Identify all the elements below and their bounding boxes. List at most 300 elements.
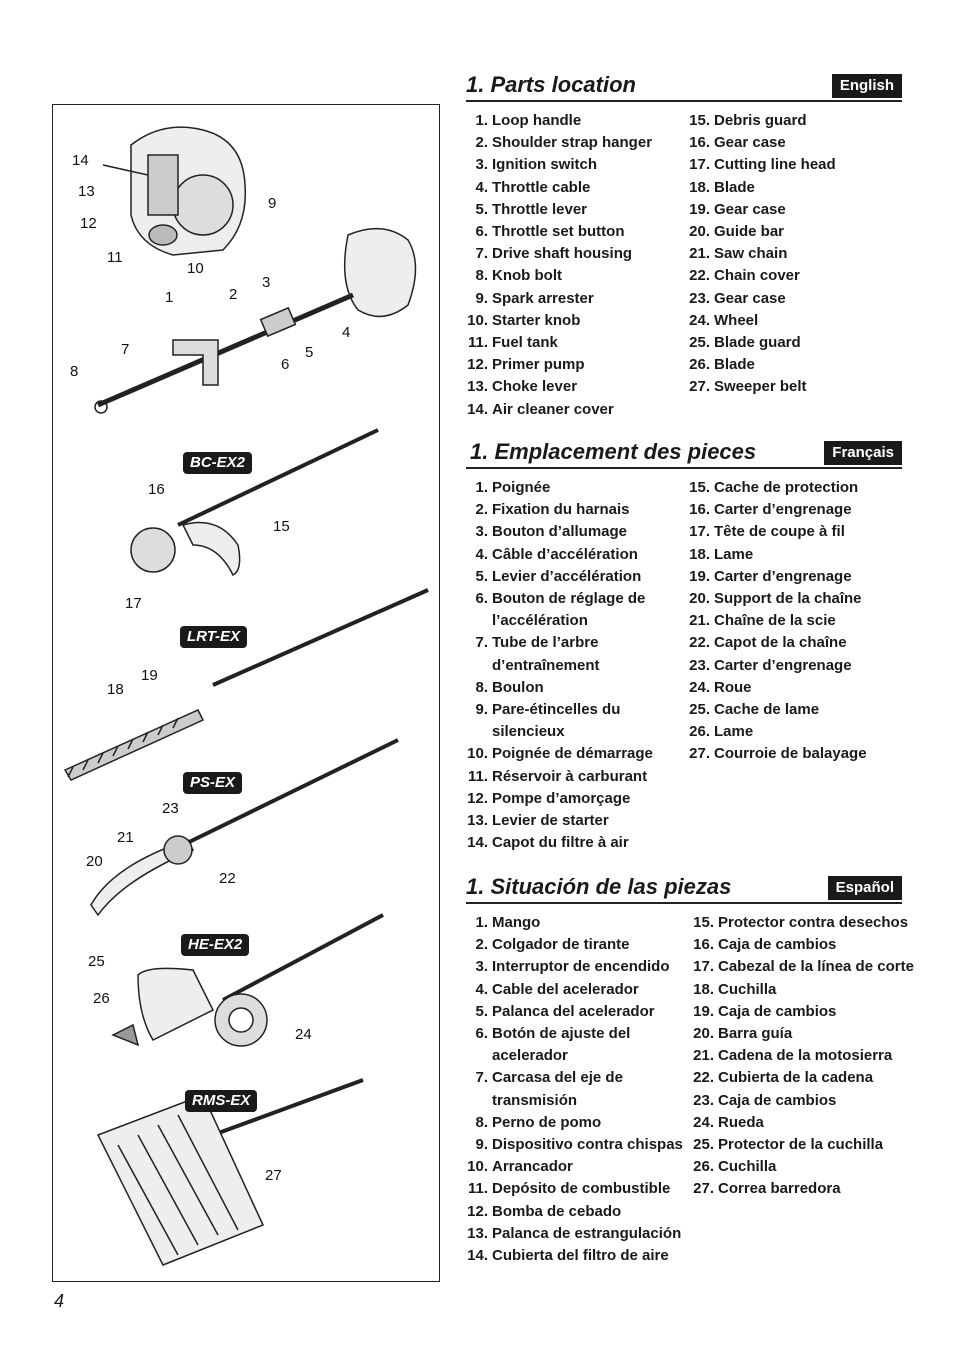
- list-item: [688, 265, 836, 287]
- item-number: 6.: [475, 1025, 488, 1043]
- item-number: 20.: [689, 223, 710, 241]
- list-item: [466, 979, 683, 1001]
- item-label: Carter d’engrenage: [714, 501, 852, 519]
- item-number: 8.: [475, 267, 488, 285]
- item-number: 17.: [693, 958, 714, 976]
- item-number: 3.: [475, 523, 488, 541]
- list-item: [692, 1045, 914, 1067]
- item-number: 23.: [693, 1091, 714, 1109]
- item-number: 12.: [467, 356, 488, 374]
- list-item: [688, 199, 836, 221]
- list-item: [688, 132, 836, 154]
- item-label: Pompe d’amorçage: [492, 789, 631, 807]
- callout: 9: [268, 195, 277, 212]
- item-number: 2.: [475, 501, 488, 519]
- list-item: [688, 544, 867, 566]
- item-label: Câble d’accélération: [492, 545, 638, 563]
- item-number: 10.: [467, 311, 488, 329]
- item-number: 21.: [693, 1047, 714, 1065]
- item-number: 5.: [475, 1002, 488, 1020]
- item-number: 14.: [467, 834, 488, 852]
- item-label: Bouton d’allumage: [492, 523, 627, 541]
- item-number: [466, 1090, 488, 1112]
- list-item: [466, 1178, 683, 1200]
- item-label: Debris guard: [714, 112, 807, 129]
- item-number: 18.: [693, 980, 714, 998]
- list-item: [466, 610, 653, 632]
- item-label: Capot de la chaîne: [714, 634, 847, 652]
- item-number: 24.: [689, 678, 710, 696]
- list-item: [466, 1067, 683, 1089]
- list-item: [692, 956, 914, 978]
- item-number: 23.: [689, 656, 710, 674]
- item-label: Roue: [714, 678, 752, 696]
- callout: 26: [93, 990, 110, 1007]
- item-number: 2.: [475, 134, 488, 152]
- item-number: 1.: [475, 914, 488, 931]
- section-title: 1. Parts location: [466, 72, 636, 97]
- item-number: [466, 1045, 488, 1067]
- item-label: Poignée: [492, 479, 551, 496]
- list-item: [688, 721, 867, 743]
- item-number: 8.: [475, 1113, 488, 1131]
- item-label: Tube de l’arbre: [492, 634, 599, 652]
- list-item: [688, 632, 867, 654]
- item-label: Knob bolt: [492, 267, 562, 285]
- list-item: [688, 288, 836, 310]
- list-item: [688, 332, 836, 354]
- item-number: 15.: [689, 479, 710, 496]
- list-item: [466, 376, 652, 398]
- item-number: 7.: [475, 245, 488, 263]
- list-item: [466, 1023, 683, 1045]
- list-item: [466, 655, 653, 677]
- list-item: [466, 699, 653, 721]
- list-item: [466, 1223, 683, 1245]
- parts-column-left: [466, 110, 652, 421]
- list-item: [466, 1090, 683, 1112]
- item-number: 9.: [475, 701, 488, 719]
- item-number: 5.: [475, 567, 488, 585]
- item-label: Botón de ajuste del: [492, 1025, 631, 1043]
- list-item: [692, 1156, 914, 1178]
- section-header: [466, 437, 902, 469]
- callout: 8: [70, 363, 79, 380]
- list-item: [692, 912, 914, 934]
- list-item: [688, 588, 867, 610]
- item-label: Tête de coupe à fil: [714, 523, 845, 541]
- item-label: Carcasa del eje de: [492, 1069, 623, 1087]
- list-item: [688, 610, 867, 632]
- parts-column-right: [688, 477, 867, 766]
- callout: 13: [78, 183, 95, 200]
- item-label: Chaîne de la scie: [714, 612, 836, 630]
- item-label: Rueda: [718, 1113, 764, 1131]
- list-item: [466, 721, 653, 743]
- item-number: 26.: [689, 356, 710, 374]
- list-item: [692, 1001, 914, 1023]
- item-number: 18.: [689, 545, 710, 563]
- item-label: Levier d’accélération: [492, 567, 642, 585]
- section-english: [466, 70, 902, 418]
- item-label: Sweeper belt: [714, 378, 807, 396]
- item-number: [466, 721, 488, 743]
- item-number: 7.: [475, 634, 488, 652]
- item-label: Gear case: [714, 289, 786, 307]
- item-number: 17.: [689, 523, 710, 541]
- item-label: Palanca de estrangulación: [492, 1224, 682, 1242]
- item-label: Gear case: [714, 134, 786, 152]
- item-number: 25.: [689, 701, 710, 719]
- item-number: 21.: [689, 245, 710, 263]
- callout: 21: [117, 829, 134, 846]
- callout: 18: [107, 681, 124, 698]
- section-header: [466, 70, 902, 102]
- item-number: 4.: [475, 545, 488, 563]
- list-item: [466, 588, 653, 610]
- item-number: 16.: [689, 134, 710, 152]
- item-label: Cabezal de la línea de corte: [718, 958, 914, 976]
- item-number: 27.: [693, 1180, 714, 1198]
- list-item: [688, 743, 867, 765]
- list-item: [466, 243, 652, 265]
- item-label: Depósito de combustible: [492, 1180, 671, 1198]
- list-item: [466, 288, 652, 310]
- list-item: [688, 177, 836, 199]
- item-number: 15.: [693, 914, 714, 931]
- list-item: [466, 177, 652, 199]
- list-item: [466, 265, 652, 287]
- item-label: Poignée de démarrage: [492, 745, 653, 763]
- item-label: Protector de la cuchilla: [718, 1136, 884, 1154]
- item-number: 10.: [467, 1158, 488, 1176]
- item-label: Lame: [714, 723, 754, 741]
- item-number: 24.: [689, 311, 710, 329]
- callout: 22: [219, 870, 236, 887]
- list-item: [688, 154, 836, 176]
- item-number: 25.: [689, 334, 710, 352]
- item-label: d’entraînement: [492, 656, 600, 674]
- list-item: [466, 1201, 683, 1223]
- list-item: [466, 1156, 683, 1178]
- callout: 16: [148, 481, 165, 498]
- item-number: 11.: [467, 334, 488, 352]
- item-number: 9.: [475, 1136, 488, 1154]
- list-item: [688, 499, 867, 521]
- list-item: [466, 477, 653, 499]
- item-label: Cadena de la motosierra: [718, 1047, 893, 1065]
- item-label: Courroie de balayage: [714, 745, 867, 763]
- item-number: 16.: [693, 936, 714, 954]
- item-number: 24.: [693, 1113, 714, 1131]
- callout: 25: [88, 953, 105, 970]
- item-number: 20.: [693, 1025, 714, 1043]
- list-item: [688, 521, 867, 543]
- item-label: Cache de protection: [714, 479, 859, 496]
- callout: 5: [305, 344, 314, 361]
- section-title: 1. Emplacement des pieces: [470, 439, 757, 464]
- callout: 27: [265, 1167, 282, 1184]
- parts-illustration: [52, 104, 440, 1282]
- section-title: 1. Situación de las piezas: [466, 874, 732, 899]
- callout: 7: [121, 341, 130, 358]
- callout: 24: [295, 1026, 312, 1043]
- item-number: 12.: [467, 1202, 488, 1220]
- item-number: 7.: [475, 1069, 488, 1087]
- list-item: [692, 1023, 914, 1045]
- list-item: [466, 110, 652, 132]
- item-label: Caja de cambios: [718, 1002, 837, 1020]
- item-number: 13.: [467, 378, 488, 396]
- list-item: [466, 934, 683, 956]
- item-label: Dispositivo contra chispas: [492, 1136, 683, 1154]
- list-item: [688, 477, 867, 499]
- item-label: Saw chain: [714, 245, 788, 263]
- model-tag-he-ex2: HE-EX2: [181, 934, 249, 956]
- callout: 2: [229, 286, 238, 303]
- item-number: 6.: [475, 223, 488, 241]
- item-number: 11.: [467, 767, 488, 785]
- item-number: 3.: [475, 156, 488, 174]
- list-item: [688, 310, 836, 332]
- item-label: Pare-étincelles du: [492, 701, 621, 719]
- item-number: 13.: [467, 812, 488, 830]
- item-label: Protector contra desechos: [718, 914, 909, 931]
- section-french: [466, 437, 902, 852]
- callout: 12: [80, 215, 97, 232]
- item-label: Capot du filtre à air: [492, 834, 629, 852]
- item-number: 2.: [475, 936, 488, 954]
- item-label: Cache de lame: [714, 701, 820, 719]
- item-label: Cubierta de la cadena: [718, 1069, 874, 1087]
- callout: 15: [273, 518, 290, 535]
- list-item: [692, 979, 914, 1001]
- section-header: [466, 872, 902, 904]
- item-label: Throttle set button: [492, 223, 625, 241]
- list-item: [692, 1178, 914, 1200]
- item-label: Carter d’engrenage: [714, 567, 852, 585]
- list-item: [466, 310, 652, 332]
- language-tag: English: [832, 74, 902, 98]
- item-label: Cuchilla: [718, 1158, 777, 1176]
- item-number: 27.: [689, 378, 710, 396]
- item-number: 14.: [467, 1247, 488, 1265]
- callout: 11: [107, 249, 123, 266]
- item-label: Gear case: [714, 200, 786, 218]
- item-number: 1.: [475, 112, 488, 129]
- item-number: 22.: [693, 1069, 714, 1087]
- section-spanish: [466, 872, 914, 1265]
- item-label: Blade: [714, 356, 755, 374]
- item-label: Bouton de réglage de: [492, 590, 646, 608]
- item-label: Support de la chaîne: [714, 590, 862, 608]
- item-label: Drive shaft housing: [492, 245, 633, 263]
- list-item: [466, 332, 652, 354]
- item-label: acelerador: [492, 1047, 568, 1065]
- list-item: [466, 499, 653, 521]
- list-item: [466, 1134, 683, 1156]
- item-number: 1.: [475, 479, 488, 496]
- list-item: [466, 766, 653, 788]
- item-label: Wheel: [714, 311, 759, 329]
- list-item: [466, 1045, 683, 1067]
- callout: 1: [165, 289, 174, 306]
- list-item: [466, 1112, 683, 1134]
- list-item: [466, 832, 653, 854]
- item-number: 4.: [475, 178, 488, 196]
- list-item: [688, 376, 836, 398]
- item-label: Cable del acelerador: [492, 980, 639, 998]
- item-label: Spark arrester: [492, 289, 594, 307]
- item-label: Barra guía: [718, 1025, 793, 1043]
- item-label: Caja de cambios: [718, 936, 837, 954]
- list-item: [688, 110, 836, 132]
- item-label: silencieux: [492, 723, 565, 741]
- item-number: 26.: [693, 1158, 714, 1176]
- item-number: 19.: [689, 567, 710, 585]
- list-item: [692, 1134, 914, 1156]
- item-number: 26.: [689, 723, 710, 741]
- item-number: 19.: [693, 1002, 714, 1020]
- list-item: [466, 399, 652, 421]
- item-number: 21.: [689, 612, 710, 630]
- page-number: 4: [54, 1291, 65, 1311]
- list-item: [692, 1112, 914, 1134]
- list-item: [466, 956, 683, 978]
- item-label: Cuchilla: [718, 980, 777, 998]
- item-number: [466, 655, 488, 677]
- item-number: 22.: [689, 267, 710, 285]
- language-tag: Français: [824, 441, 902, 465]
- callout: 19: [141, 667, 158, 684]
- model-tag-rms-ex: RMS-EX: [185, 1090, 257, 1112]
- callout: 23: [162, 800, 179, 817]
- item-label: Throttle cable: [492, 178, 591, 196]
- callout: 17: [125, 595, 142, 612]
- item-label: Loop handle: [492, 112, 582, 129]
- item-number: 10.: [467, 745, 488, 763]
- item-number: 16.: [689, 501, 710, 519]
- parts-column-right: [692, 912, 914, 1201]
- parts-column-left: [466, 477, 653, 854]
- item-number: 15.: [689, 112, 710, 129]
- item-label: Fuel tank: [492, 334, 558, 352]
- item-label: Primer pump: [492, 356, 585, 374]
- list-item: [688, 243, 836, 265]
- item-label: Blade guard: [714, 334, 801, 352]
- callout: 4: [342, 324, 351, 341]
- parts-column-right: [688, 110, 836, 399]
- item-number: 14.: [467, 400, 488, 418]
- item-label: Réservoir à carburant: [492, 767, 648, 785]
- item-number: 17.: [689, 156, 710, 174]
- list-item: [688, 221, 836, 243]
- item-label: Choke lever: [492, 378, 578, 396]
- list-item: [466, 544, 653, 566]
- item-label: Chain cover: [714, 267, 800, 285]
- list-item: [688, 699, 867, 721]
- item-number: 18.: [689, 178, 710, 196]
- item-label: Mango: [492, 914, 541, 931]
- list-item: [466, 810, 653, 832]
- item-number: 11.: [467, 1180, 488, 1198]
- item-number: 5.: [475, 200, 488, 218]
- list-item: [692, 934, 914, 956]
- item-label: Lame: [714, 545, 754, 563]
- item-label: Arrancador: [492, 1158, 573, 1176]
- model-tag-ps-ex: PS-EX: [183, 772, 242, 794]
- item-label: Perno de pomo: [492, 1113, 602, 1131]
- item-label: Carter d’engrenage: [714, 656, 852, 674]
- item-label: Correa barredora: [718, 1180, 841, 1198]
- callout: 10: [187, 260, 204, 277]
- item-label: Cubierta del filtro de aire: [492, 1247, 669, 1265]
- list-item: [466, 1245, 683, 1267]
- item-number: 4.: [475, 980, 488, 998]
- item-label: Palanca del acelerador: [492, 1002, 655, 1020]
- item-number: 27.: [689, 745, 710, 763]
- list-item: [466, 354, 652, 376]
- list-item: [466, 788, 653, 810]
- list-item: [466, 132, 652, 154]
- item-number: 13.: [467, 1224, 488, 1242]
- list-item: [466, 912, 683, 934]
- list-item: [466, 566, 653, 588]
- item-label: Colgador de tirante: [492, 936, 630, 954]
- item-label: Caja de cambios: [718, 1091, 837, 1109]
- item-number: 19.: [689, 200, 710, 218]
- item-label: Guide bar: [714, 223, 785, 241]
- list-item: [466, 199, 652, 221]
- item-label: l’accélération: [492, 612, 588, 630]
- list-item: [688, 354, 836, 376]
- parts-column-left: [466, 912, 683, 1267]
- list-item: [466, 632, 653, 654]
- item-label: Ignition switch: [492, 156, 597, 174]
- callout: 6: [281, 356, 290, 373]
- item-number: 23.: [689, 289, 710, 307]
- item-label: Boulon: [492, 678, 544, 696]
- model-tag-bc-ex2: BC-EX2: [183, 452, 252, 474]
- item-label: Blade: [714, 178, 755, 196]
- callout: 14: [72, 152, 89, 169]
- item-number: [466, 610, 488, 632]
- item-number: 12.: [467, 789, 488, 807]
- list-item: [466, 521, 653, 543]
- list-item: [692, 1067, 914, 1089]
- item-number: 9.: [475, 289, 488, 307]
- callout: 20: [86, 853, 103, 870]
- item-label: Interruptor de encendido: [492, 958, 670, 976]
- item-label: Bomba de cebado: [492, 1202, 622, 1220]
- item-label: Air cleaner cover: [492, 400, 614, 418]
- item-label: Cutting line head: [714, 156, 836, 174]
- item-label: Shoulder strap hanger: [492, 134, 653, 152]
- language-tag: Español: [828, 876, 902, 900]
- list-item: [466, 154, 652, 176]
- list-item: [688, 566, 867, 588]
- list-item: [688, 677, 867, 699]
- item-number: 8.: [475, 678, 488, 696]
- item-number: 20.: [689, 590, 710, 608]
- item-label: transmisión: [492, 1091, 578, 1109]
- item-number: 3.: [475, 958, 488, 976]
- list-item: [466, 677, 653, 699]
- list-item: [466, 221, 652, 243]
- item-label: Fixation du harnais: [492, 501, 630, 519]
- model-tag-lrt-ex: LRT-EX: [180, 626, 247, 648]
- list-item: [466, 743, 653, 765]
